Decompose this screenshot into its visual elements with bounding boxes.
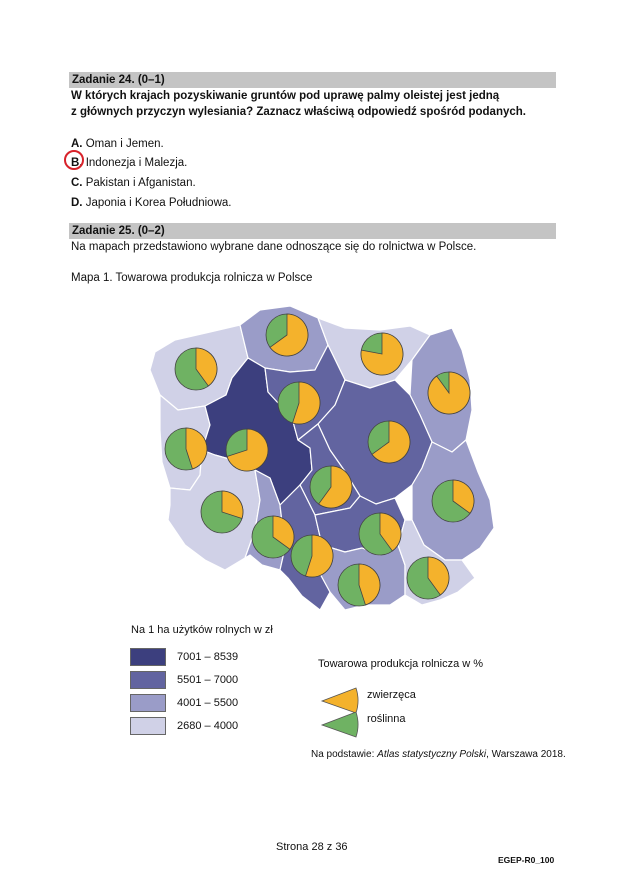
option-d-text: Japonia i Korea Południowa. — [85, 197, 232, 209]
pie-chart-małopolskie — [338, 564, 380, 606]
option-b-letter: B. — [71, 157, 83, 169]
legend-pie-icons — [322, 688, 358, 737]
pie-chart-podkarpackie — [407, 557, 449, 599]
task24-header: Zadanie 24. (0–1) — [69, 72, 556, 88]
pie-chart-świętokrzyskie — [359, 513, 401, 555]
pie-chart-kujawsko-pomorskie — [278, 382, 320, 424]
legend-label-class1: 7001 – 8539 — [177, 651, 239, 663]
legend-swatch-class2 — [130, 671, 166, 689]
task24-question-line2: z głównych przyczyn wylesiania? Zaznacz właściwą odpowiedź spośród podanych. — [71, 106, 526, 118]
legend-title: Na 1 ha użytków rolnych w zł — [131, 624, 273, 636]
pie-chart-opolskie — [252, 516, 294, 558]
option-b-text: Indonezja i Malezja. — [85, 157, 188, 169]
pie-legend-plant-label: roślinna — [367, 713, 406, 725]
page-number: Strona 28 z 36 — [276, 841, 348, 853]
option-d-letter: D. — [71, 197, 83, 209]
pie-legend-animal-label: zwierzęca — [367, 689, 416, 701]
option-a-text: Oman i Jemen. — [85, 138, 164, 150]
legend-pie-animal-icon — [322, 688, 358, 713]
source-note — [311, 749, 566, 760]
pie-chart-zachodniopomorskie — [175, 348, 217, 390]
pie-chart-śląskie — [291, 535, 333, 577]
option-c-letter: C. — [71, 177, 83, 189]
map-title: Mapa 1. Towarowa produkcja rolnicza w Polsce — [71, 272, 313, 284]
legend-label-class2: 5501 – 7000 — [177, 674, 239, 686]
source-suffix: , Warszawa 2018. — [486, 749, 566, 760]
pie-chart-lubuskie — [165, 428, 207, 470]
legend-label-class3: 4001 – 5500 — [177, 697, 239, 709]
legend-swatch-class1 — [130, 648, 166, 666]
pie-chart-warmińsko-mazurskie — [361, 333, 403, 375]
pie-chart-podlaskie — [428, 372, 470, 414]
source-prefix: Na podstawie: — [311, 749, 378, 760]
task25-intro: Na mapach przedstawiono wybrane dane odnoszące się do rolnictwa w Polsce. — [71, 241, 477, 253]
pie-chart-pomorskie — [266, 314, 308, 356]
pie-chart-lubelskie — [432, 480, 474, 522]
task25-header: Zadanie 25. (0–2) — [69, 223, 556, 239]
legend-swatch-class3 — [130, 694, 166, 712]
legend-label-class4: 2680 – 4000 — [177, 720, 239, 732]
pie-chart-mazowieckie — [368, 421, 410, 463]
pie-chart-łódzkie — [310, 466, 352, 508]
legend-swatch-class4 — [130, 717, 166, 735]
task24-question-line1: W których krajach pozyskiwanie gruntów pod uprawę palmy oleistej jest jedną — [71, 90, 500, 102]
exam-code: EGEP-R0_100 — [498, 855, 555, 865]
source-title: Atlas statystyczny Polski — [377, 749, 487, 760]
option-a-letter: A. — [71, 138, 83, 150]
pie-slice-animal — [428, 372, 470, 414]
legend-pie-plant-icon — [322, 712, 358, 737]
pie-legend-title: Towarowa produkcja rolnicza w % — [318, 658, 484, 670]
option-c-text: Pakistan i Afganistan. — [85, 177, 196, 189]
pie-chart-dolnośląskie — [201, 491, 243, 533]
pie-chart-wielkopolskie — [226, 429, 268, 471]
